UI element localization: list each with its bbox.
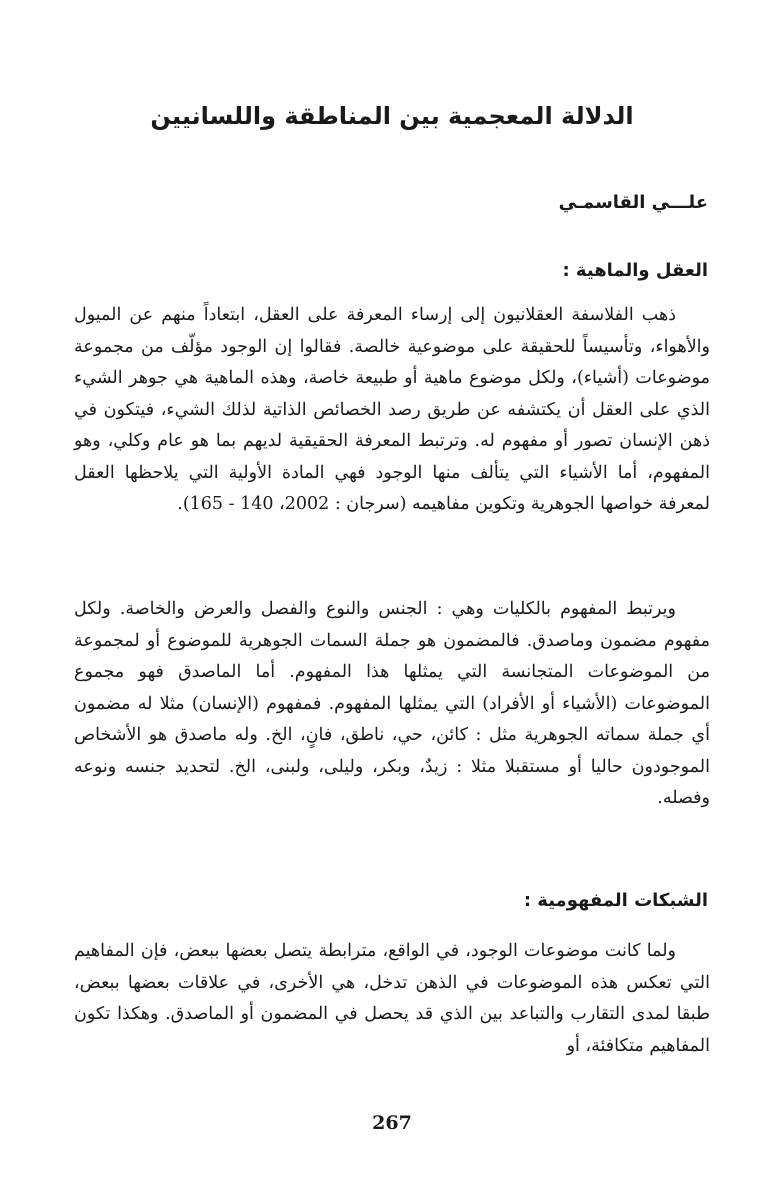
paragraph: ويرتبط المفهوم بالكليات وهي : الجنس والنوع والفصل والعرض والخاصة. ولكل مفهوم مضمون وماصدق. فالمضمون هو جملة السمات الجوهرية للموضوع أو لمجموعة من الموضوعات المتجانسة التي يمثلها هذا المفهوم. أما الماصدق فهو مجموع الموضوعات (الأشياء أو الأفراد) التي يمثلها المفهوم. فمفهوم (الإنسان) مثلا له مضمون أي جملة سماته الجوهرية مثل : كائن، حي، ناطق، فانٍ، الخ. وله ماصدق هو الأشخاص الموجودون حاليا أو مستقبلا مثلا : زيدٌ، وبكر، وليلى، ولبنى، الخ. لتحديد جنسه ونوعه وفصله. [74,599,710,808]
page-number: 267 [372,1112,412,1134]
paragraph: ذهب الفلاسفة العقلانيون إلى إرساء المعرفة على العقل، ابتعاداً منهم عن الميول والأهواء، وتأسيساً للحقيقة على موضوعية خالصة. فقالوا إن الوجود مؤلّف من مجموعة موضوعات (أشياء)، ولكل موضوع ماهية أو طبيعة خاصة، وهذه الماهية هي جوهر الشيء الذي على العقل أن يكتشفه عن طريق رصد الخصائص الذاتية لذلك الشيء، فيتكون في ذهن الإنسان تصور أو مفهوم له. وترتبط المعرفة الحقيقية لديهم بما هو عام وكلي، وهو المفهوم، أما الأشياء التي يتألف منها الوجود فهي المادة الأولية التي يلاحظها العقل لمعرفة خواصها الجوهرية وتكوين مفاهيمه (سرجان : 2002، 140 - 165). [74,305,710,514]
paragraph: ولما كانت موضوعات الوجود، في الواقع، مترابطة يتصل بعضها ببعض، فإن المفاهيم التي تعكس هذه الموضوعات في الذهن تدخل، هي الأخرى، في علاقات بعضها ببعض، طبقا لمدى التقارب والتباعد بين الذي قد يحصل في المضمون أو الماصدق. وهكذا تكون المفاهيم متكافئة، أو [74,941,710,1056]
page-title: الدلالة المعجمية بين المناطقة واللسانيين [150,102,634,130]
section-heading-conceptual-networks: الشبكات المفهومية : [523,890,708,911]
section-heading-reason-essence: العقل والماهية : [562,260,708,281]
author-name: علـــي القاسمـي [558,192,708,213]
